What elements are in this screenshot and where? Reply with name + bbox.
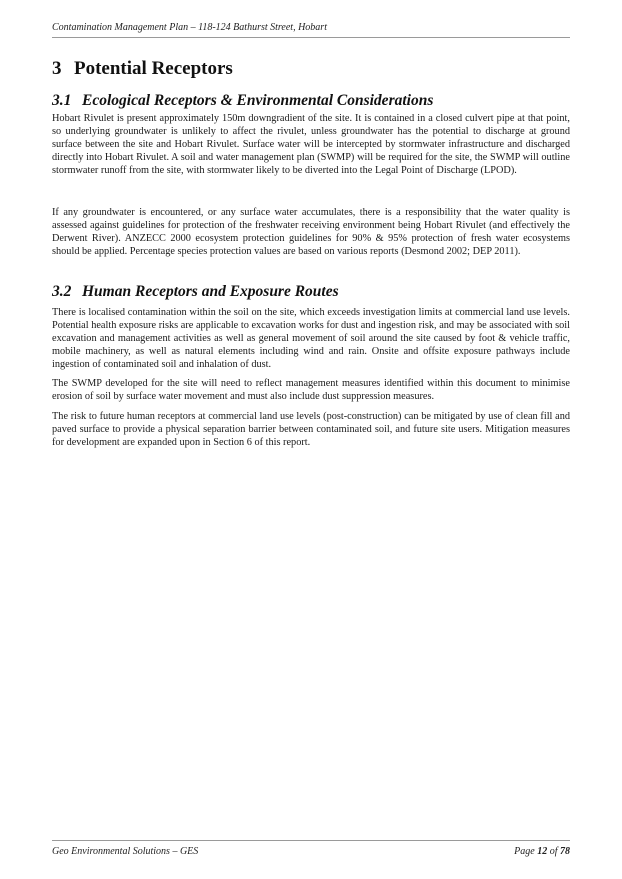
paragraph: There is localised contamination within the soil on the site, which exceeds investigation limits at commercial land use levels. Potential health exposure risks are applicable to excavation works for dust and ingestion risk, and may be associated with soil excavation and management activities as well as general movement of soil around the site caused by foot & vehicle traffic, mobile machinery, as well as natural elements including wind and rain. Onsite and offsite exposure pathways include ingestion of contaminated soil and inhalation of dust. — [52, 307, 570, 371]
paragraph: Hobart Rivulet is present approximately 150m downgradient of the site. It is contained in a closed culvert pipe at that point, so underlying groundwater is unlikely to affect the rivulet, unless groundwater has the potential to discharge at ground surface between the site and Hobart Rivulet. Surface water will be intercepted by stormwater infrastructure and discharged directly into Hobart Rivulet. A soil and water management plan (SWMP) will be required for the site, the SWMP will outline stormwater runoff from the site, with stormwater likely to be diverted into the Legal Point of Discharge (LPOD). — [52, 113, 570, 177]
subsection-title: Human Receptors and Exposure Routes — [82, 283, 339, 300]
page-number — [514, 846, 570, 857]
subsection-number: 3.1 — [52, 92, 72, 109]
paragraph: The risk to future human receptors at commercial land use levels (post-construction) can be mitigated by use of clean fill and paved surface to provide a physical separation barrier between contaminated soil, and future site users. Mitigation measures for development are expanded upon in Section 6 of this report. — [52, 411, 570, 449]
paragraph: The SWMP developed for the site will need to reflect management measures identified within this document to minimise erosion of soil by surface water movement and must also include dust suppression measures. — [52, 378, 570, 403]
subsection-heading-human — [52, 283, 339, 301]
page-header: Contamination Management Plan – 118-124 Bathurst Street, Hobart — [52, 22, 327, 33]
section-title: Potential Receptors — [74, 58, 233, 79]
subsection-number: 3.2 — [52, 283, 72, 300]
paragraph: If any groundwater is encountered, or any surface water accumulates, there is a responsibility that the water quality is assessed against guidelines for protection of the freshwater receiving environment being Hobart Rivulet (and effectively the Derwent River). ANZECC 2000 ecosystem protection guidelines for 90% & 95% protection of fresh water ecosystems should be applied. Percentage species protection values are based on various reports (Desmond 2002; DEP 2011). — [52, 207, 570, 258]
header-divider — [52, 37, 570, 38]
section-heading — [52, 58, 233, 80]
footer-divider — [52, 840, 570, 841]
section-number: 3 — [52, 58, 62, 79]
page-total: 78 — [560, 846, 570, 857]
page-separator: of — [547, 846, 560, 857]
footer-company: Geo Environmental Solutions – GES — [52, 846, 199, 857]
subsection-title: Ecological Receptors & Environmental Considerations — [82, 92, 434, 109]
subsection-heading-ecological — [52, 92, 433, 110]
page-current: 12 — [537, 846, 548, 857]
page-prefix: Page — [514, 846, 538, 857]
